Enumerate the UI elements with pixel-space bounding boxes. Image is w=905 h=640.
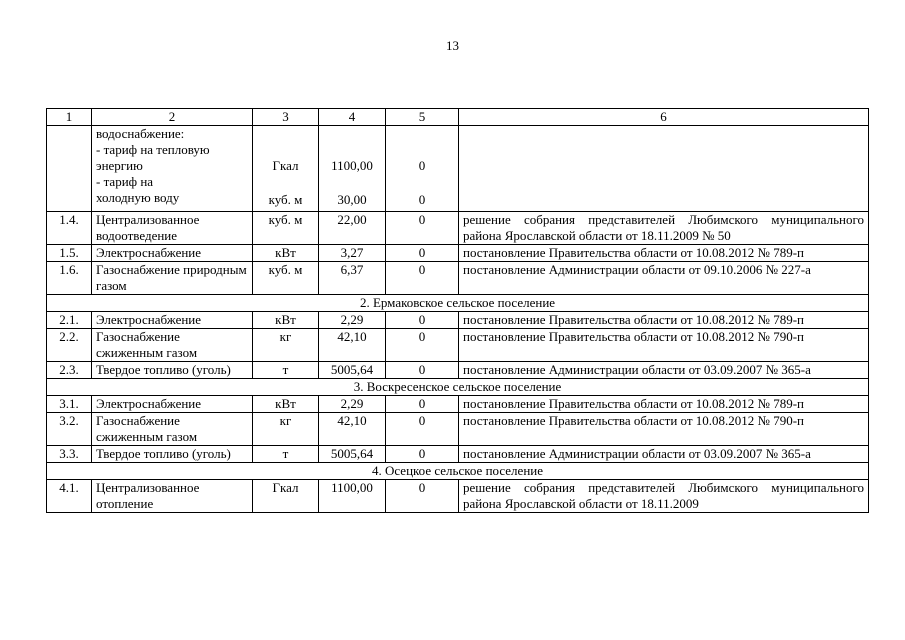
service-line: - тариф на тепловую (96, 142, 210, 157)
service-name: Электроснабжение (92, 396, 253, 413)
document-cell: постановление Правительства области от 10.08.2012 № 790-п (459, 413, 869, 446)
zero-cell: 0 (386, 329, 459, 362)
section-row (47, 379, 869, 396)
service-name: Газоснабжение сжиженным газом (92, 329, 253, 362)
document-cell (459, 126, 869, 212)
row-number: 1.4. (47, 212, 92, 245)
service-name: Централизованное водоотведение (92, 212, 253, 245)
document-cell: постановление Администрации области от 09.10.2006 № 227-а (459, 262, 869, 295)
zero-cell: 0 (386, 413, 459, 446)
document-cell: постановление Администрации области от 03.09.2007 № 365-а (459, 446, 869, 463)
tariff-value: 30,00 (337, 192, 367, 207)
unit-cell: кВт (253, 245, 319, 262)
row-number: 2.1. (47, 312, 92, 329)
unit-value: куб. м (268, 192, 303, 207)
document-cell: постановление Правительства области от 10.08.2012 № 789-п (459, 312, 869, 329)
header-cell: 4 (319, 109, 386, 126)
value-cell (319, 126, 386, 212)
unit-cell: куб. м (253, 262, 319, 295)
tariff-table (46, 108, 869, 513)
section-title: 3. Воскресенское сельское поселение (47, 379, 869, 396)
service-line: водоснабжение: (96, 126, 185, 141)
value-cell: 6,37 (319, 262, 386, 295)
service-name (92, 126, 253, 212)
row-number: 3.3. (47, 446, 92, 463)
value-cell: 5005,64 (319, 362, 386, 379)
service-name: Газоснабжение сжиженным газом (92, 413, 253, 446)
document-cell: постановление Правительства области от 10.08.2012 № 789-п (459, 396, 869, 413)
zero-cell: 0 (386, 262, 459, 295)
document-cell: постановление Администрации области от 03.09.2007 № 365-а (459, 362, 869, 379)
header-row (47, 109, 869, 126)
zero-value: 0 (418, 192, 426, 207)
zero-cell: 0 (386, 312, 459, 329)
row-number: 2.3. (47, 362, 92, 379)
header-cell: 1 (47, 109, 92, 126)
table-row (47, 312, 869, 329)
value-cell: 5005,64 (319, 446, 386, 463)
zero-cell (386, 126, 459, 212)
row-number: 1.5. (47, 245, 92, 262)
service-name: Централизованное отопление (92, 480, 253, 513)
zero-cell: 0 (386, 362, 459, 379)
table-row (47, 245, 869, 262)
table-row (47, 126, 869, 212)
row-number: 3.1. (47, 396, 92, 413)
header-cell: 2 (92, 109, 253, 126)
table-row (47, 396, 869, 413)
value-cell: 2,29 (319, 396, 386, 413)
section-title: 2. Ермаковское сельское поселение (47, 295, 869, 312)
value-cell: 22,00 (319, 212, 386, 245)
unit-cell: кВт (253, 312, 319, 329)
row-number: 4.1. (47, 480, 92, 513)
section-row (47, 463, 869, 480)
service-name: Твердое топливо (уголь) (92, 362, 253, 379)
header-cell: 5 (386, 109, 459, 126)
row-number: 2.2. (47, 329, 92, 362)
zero-cell: 0 (386, 396, 459, 413)
row-number (47, 126, 92, 212)
unit-cell: кВт (253, 396, 319, 413)
tariff-value: 1100,00 (331, 158, 373, 173)
section-title: 4. Осецкое сельское поселение (47, 463, 869, 480)
table-row (47, 362, 869, 379)
document-cell: постановление Правительства области от 10.08.2012 № 789-п (459, 245, 869, 262)
table-row (47, 480, 869, 513)
table-row (47, 413, 869, 446)
row-number: 3.2. (47, 413, 92, 446)
service-name: Твердое топливо (уголь) (92, 446, 253, 463)
service-name: Электроснабжение (92, 245, 253, 262)
table-row (47, 446, 869, 463)
section-row (47, 295, 869, 312)
service-line: холодную воду (96, 190, 180, 205)
value-cell: 2,29 (319, 312, 386, 329)
unit-cell: кг (253, 413, 319, 446)
zero-cell: 0 (386, 446, 459, 463)
header-cell: 3 (253, 109, 319, 126)
unit-cell: куб. м (253, 212, 319, 245)
header-cell: 6 (459, 109, 869, 126)
service-name: Электроснабжение (92, 312, 253, 329)
table-row (47, 212, 869, 245)
zero-cell: 0 (386, 212, 459, 245)
row-number: 1.6. (47, 262, 92, 295)
table-row (47, 329, 869, 362)
value-cell: 42,10 (319, 413, 386, 446)
zero-cell: 0 (386, 245, 459, 262)
unit-cell: кг (253, 329, 319, 362)
unit-cell: т (253, 362, 319, 379)
service-name: Газоснабжение природным газом (92, 262, 253, 295)
table-row (47, 262, 869, 295)
unit-cell (253, 126, 319, 212)
value-cell: 1100,00 (319, 480, 386, 513)
document-cell: решение собрания представителей Любимского муниципального района Ярославской области от 18.11.2009 (459, 480, 869, 513)
value-cell: 42,10 (319, 329, 386, 362)
service-line: энергию (96, 158, 143, 173)
zero-value: 0 (418, 158, 426, 173)
service-line: - тариф на (96, 174, 154, 189)
value-cell: 3,27 (319, 245, 386, 262)
unit-cell: Гкал (253, 480, 319, 513)
unit-cell: т (253, 446, 319, 463)
unit-value: Гкал (272, 158, 299, 173)
page-number: 13 (446, 38, 459, 53)
document-cell: решение собрания представителей Любимского муниципального района Ярославской области от 18.11.2009 № 50 (459, 212, 869, 245)
document-cell: постановление Правительства области от 10.08.2012 № 790-п (459, 329, 869, 362)
zero-cell: 0 (386, 480, 459, 513)
